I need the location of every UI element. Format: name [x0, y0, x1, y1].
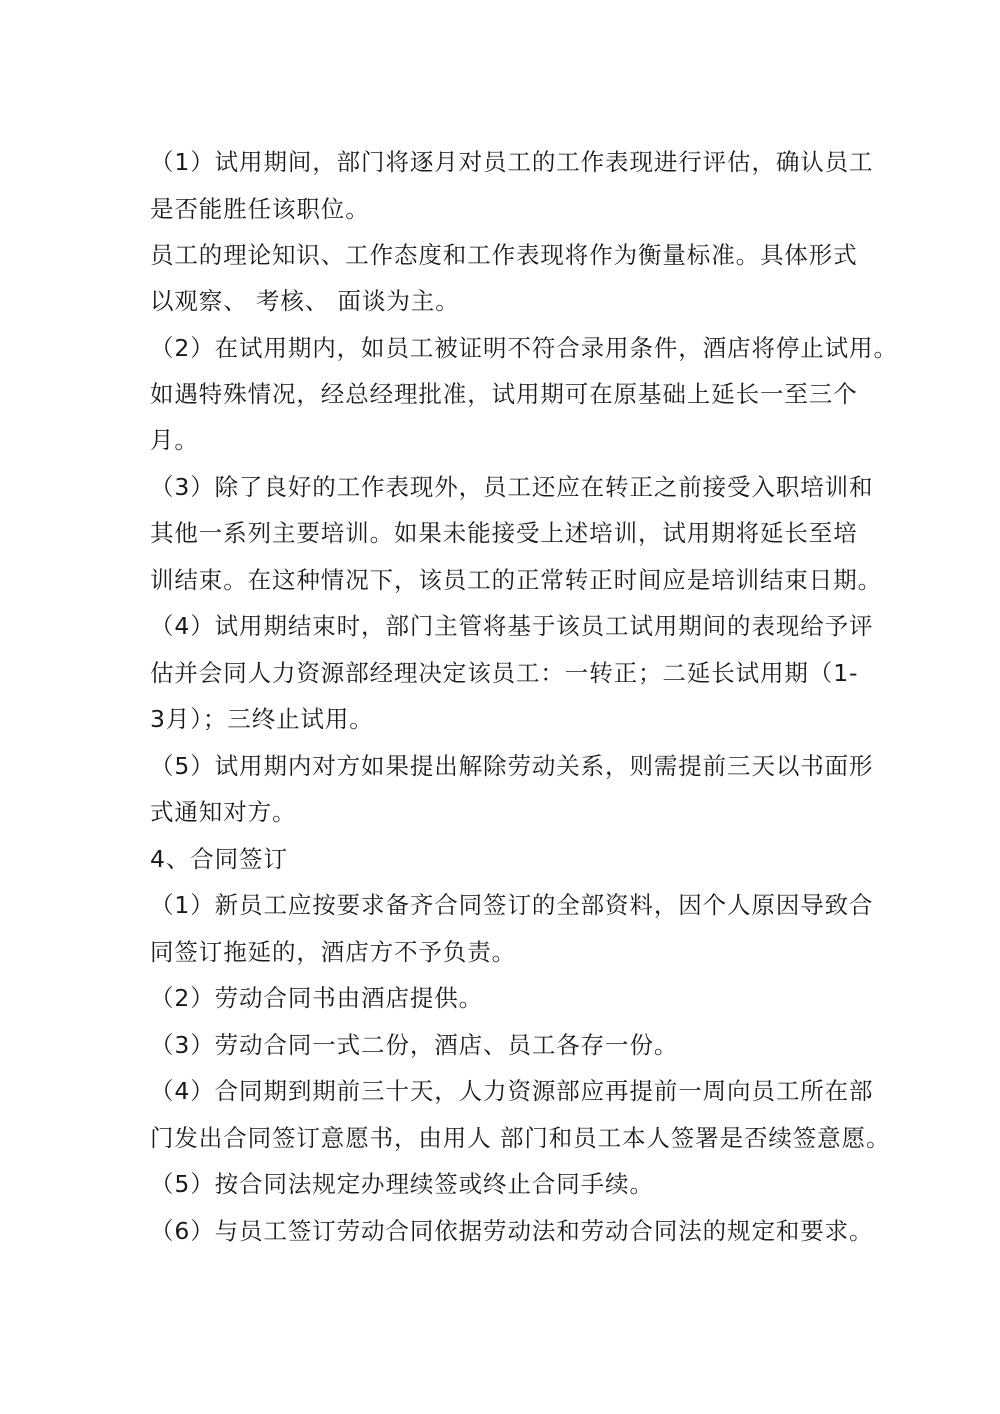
text-line: （5）试用期内对方如果提出解除劳动关系，则需提前三天以书面形: [150, 752, 874, 780]
text-line: （3）劳动合同一式二份，酒店、员工各存一份。: [150, 1031, 679, 1059]
text-line: （2）在试用期内，如员工被证明不符合录用条件，酒店将停止试用。: [150, 334, 898, 362]
text-line: （4）试用期结束时，部门主管将基于该员工试用期间的表现给予评: [150, 612, 874, 640]
text-line: （6）与员工签订劳动合同依据劳动法和劳动合同法的规定和要求。: [150, 1217, 874, 1245]
text-line: （1）新员工应按要求备齐合同签订的全部资料，因个人原因导致合: [150, 891, 874, 919]
text-line: 月。: [150, 426, 199, 454]
text-line: 如遇特殊情况，经总经理批准，试用期可在原基础上延长一至三个: [150, 380, 858, 408]
text-line: 估并会同人力资源部经理决定该员工：一转正；二延长试用期（1-: [150, 659, 859, 687]
text-line: 3月）；三终止试用。: [150, 705, 374, 733]
text-line: 其他一系列主要培训。如果未能接受上述培训，试用期将延长至培: [150, 519, 858, 547]
text-line: （5）按合同法规定办理续签或终止合同手续。: [150, 1170, 654, 1198]
text-line: 同签订拖延的，酒店方不予负责。: [150, 938, 516, 966]
text-line: 是否能胜任该职位。: [150, 195, 370, 223]
text-line: （4）合同期到期前三十天，人力资源部应再提前一周向员工所在部: [150, 1077, 874, 1105]
text-line: 门发出合同签订意愿书，由用人 部门和员工本人签署是否续签意愿。: [150, 1124, 891, 1152]
text-line: （2）劳动合同书由酒店提供。: [150, 984, 484, 1012]
text-line: 训结束。在这种情况下，该员工的正常转正时间应是培训结束日期。: [150, 566, 882, 594]
text-line: （1）试用期间，部门将逐月对员工的工作表现进行评估，确认员工: [150, 148, 874, 176]
section-heading: 4、合同签订: [150, 845, 288, 873]
text-line: 式通知对方。: [150, 798, 297, 826]
text-line: 以观察、 考核、 面谈为主。: [150, 287, 460, 315]
text-line: （3）除了良好的工作表现外，员工还应在转正之前接受入职培训和: [150, 473, 874, 501]
text-line: 员工的理论知识、工作态度和工作表现将作为衡量标准。具体形式: [150, 241, 858, 269]
